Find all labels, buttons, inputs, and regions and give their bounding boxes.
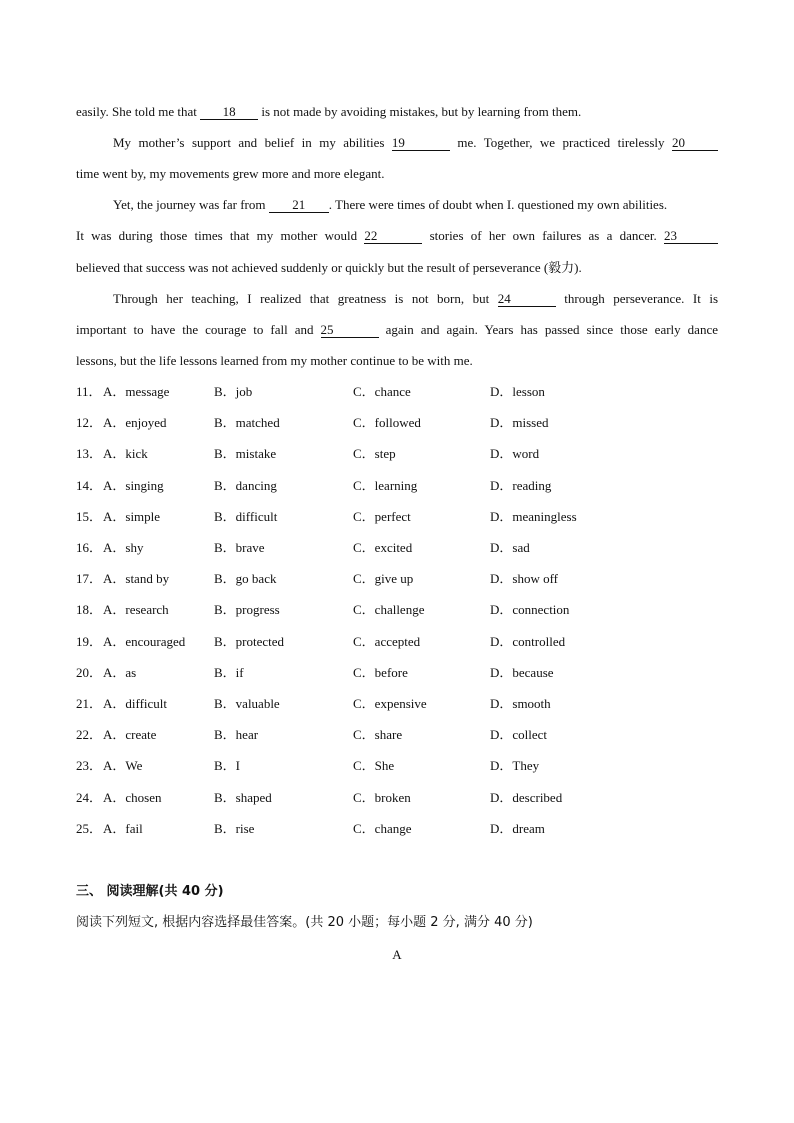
question-number: 21． [76, 696, 103, 711]
option-b[interactable]: B．mistake [214, 446, 277, 462]
question-number: 23． [76, 758, 103, 774]
option-c[interactable]: C．change [353, 820, 412, 836]
option-b[interactable]: B．job [214, 384, 253, 399]
question-row [76, 507, 716, 527]
blank-25[interactable]: 25 [321, 323, 379, 338]
option-d[interactable]: D．connection [490, 602, 570, 618]
option-d[interactable]: D．dream [490, 820, 545, 836]
option-d[interactable]: D．word [490, 446, 540, 462]
passage-label: A [392, 947, 402, 962]
option-c[interactable]: C．before [353, 664, 408, 680]
question-row [76, 413, 716, 433]
question-row [76, 694, 716, 714]
passage-line: believed that success was not achieved suddenly or quickly but the result of perseverance (毅力). [76, 260, 582, 275]
question-number: 14． [76, 477, 103, 493]
question-row [76, 756, 716, 776]
question-number: 20． [76, 664, 103, 680]
passage-line: It was during those times that my mother would 22 stories of her own failures as a dancer. 23 [76, 226, 718, 246]
option-a[interactable]: A．encouraged [103, 633, 186, 649]
option-c[interactable]: C．expensive [353, 696, 427, 711]
passage-line: time went by, my movements grew more and more elegant. [76, 166, 385, 181]
question-row [76, 725, 716, 745]
question-number: 15． [76, 508, 103, 524]
question-number: 24． [76, 789, 103, 805]
blank-21[interactable]: 21 [269, 198, 329, 213]
option-c[interactable]: C．perfect [353, 508, 411, 524]
question-row [76, 538, 716, 558]
option-a[interactable]: A．enjoyed [103, 415, 167, 431]
blank-23[interactable]: 23 [664, 229, 718, 244]
passage-line: easily. She told me that 18 is not made by avoiding mistakes, but by learning from them. [76, 104, 582, 119]
option-c[interactable]: C．step [353, 446, 396, 462]
option-b[interactable]: B．brave [214, 540, 265, 555]
option-c[interactable]: C．excited [353, 540, 413, 555]
option-a[interactable]: A．research [103, 602, 169, 618]
option-c[interactable]: C．accepted [353, 633, 421, 649]
option-d[interactable]: D．lesson [490, 384, 545, 399]
option-b[interactable]: B．shaped [214, 789, 272, 805]
question-number: 16． [76, 540, 103, 555]
option-d[interactable]: D．described [490, 789, 563, 805]
option-a[interactable]: A．chosen [103, 789, 162, 805]
option-a[interactable]: A．singing [103, 477, 164, 493]
question-row [76, 819, 716, 839]
option-c[interactable]: C．followed [353, 415, 421, 431]
option-b[interactable]: B．progress [214, 602, 280, 618]
option-d[interactable]: D．meaningless [490, 508, 577, 524]
option-b[interactable]: B．valuable [214, 696, 280, 711]
question-row [76, 632, 716, 652]
question-row [76, 444, 716, 464]
option-b[interactable]: B．dancing [214, 477, 277, 493]
option-a[interactable]: A．difficult [103, 696, 168, 711]
blank-20[interactable]: 20 [672, 136, 718, 151]
passage-line: lessons, but the life lessons learned from my mother continue to be with me. [76, 353, 473, 368]
blank-19[interactable]: 19 [392, 136, 450, 151]
option-d[interactable]: D．missed [490, 415, 549, 431]
option-a[interactable]: A．fail [103, 820, 143, 836]
option-a[interactable]: A．simple [103, 508, 161, 524]
option-a[interactable]: A．as [103, 664, 137, 680]
option-c[interactable]: C．learning [353, 477, 418, 493]
option-b[interactable]: B．protected [214, 633, 285, 649]
question-row [76, 382, 716, 402]
option-d[interactable]: D．smooth [490, 696, 551, 711]
option-c[interactable]: C．broken [353, 789, 411, 805]
section-instruction: 阅读下列短文, 根据内容选择最佳答案。(共 20 小题；每小题 2 分, 满分 40 分) [76, 915, 533, 930]
question-row [76, 600, 716, 620]
question-number: 13． [76, 446, 103, 462]
option-a[interactable]: A．shy [103, 540, 144, 555]
question-number: 17． [76, 571, 103, 587]
option-c[interactable]: C．give up [353, 571, 414, 587]
option-b[interactable]: B．if [214, 664, 244, 680]
question-row [76, 476, 716, 496]
option-b[interactable]: B．difficult [214, 508, 278, 524]
passage-line: important to have the courage to fall and 25 again and again. Years has passed since those early dance [76, 322, 718, 337]
question-number: 22． [76, 727, 103, 743]
option-d[interactable]: D．They [490, 758, 540, 774]
option-b[interactable]: B．hear [214, 727, 259, 743]
blank-18[interactable]: 18 [200, 105, 258, 120]
option-a[interactable]: A．kick [103, 446, 148, 462]
passage-line: My mother’s support and belief in my abilities 19 me. Together, we practiced tirelessly 20 [113, 133, 718, 153]
question-number: 12． [76, 415, 103, 431]
option-c[interactable]: C．share [353, 727, 403, 743]
option-c[interactable]: C．She [353, 758, 395, 774]
option-a[interactable]: A．message [103, 384, 170, 399]
question-number: 19． [76, 633, 103, 649]
option-a[interactable]: A．stand by [103, 571, 170, 587]
option-a[interactable]: A．create [103, 727, 157, 743]
option-b[interactable]: B．go back [214, 571, 277, 587]
question-number: 11． [76, 384, 102, 399]
question-number: 18． [76, 602, 103, 618]
blank-22[interactable]: 22 [364, 229, 422, 244]
question-row [76, 569, 716, 589]
question-row [76, 788, 716, 808]
option-b[interactable]: B．matched [214, 415, 280, 431]
option-a[interactable]: A．We [103, 758, 143, 774]
option-d[interactable]: D．because [490, 664, 554, 680]
option-c[interactable]: C．chance [353, 384, 411, 399]
question-number: 25． [76, 820, 103, 836]
option-d[interactable]: D．reading [490, 477, 552, 493]
option-c[interactable]: C．challenge [353, 602, 425, 618]
blank-24[interactable]: 24 [498, 292, 556, 307]
section-title: 三、 阅读理解(共 40 分) [76, 884, 224, 899]
option-d[interactable]: D．show off [490, 571, 559, 587]
passage-line: Yet, the journey was far from 21 . There were times of doubt when I. questioned my own abilities. [113, 197, 668, 212]
option-b[interactable]: B．rise [214, 820, 255, 836]
option-b[interactable]: B．I [214, 758, 241, 774]
passage-line: Through her teaching, I realized that greatness is not born, but 24 through perseverance. It is [113, 291, 719, 306]
option-d[interactable]: D．sad [490, 540, 530, 555]
option-d[interactable]: D．controlled [490, 633, 566, 649]
question-row [76, 663, 716, 683]
option-d[interactable]: D．collect [490, 727, 548, 743]
